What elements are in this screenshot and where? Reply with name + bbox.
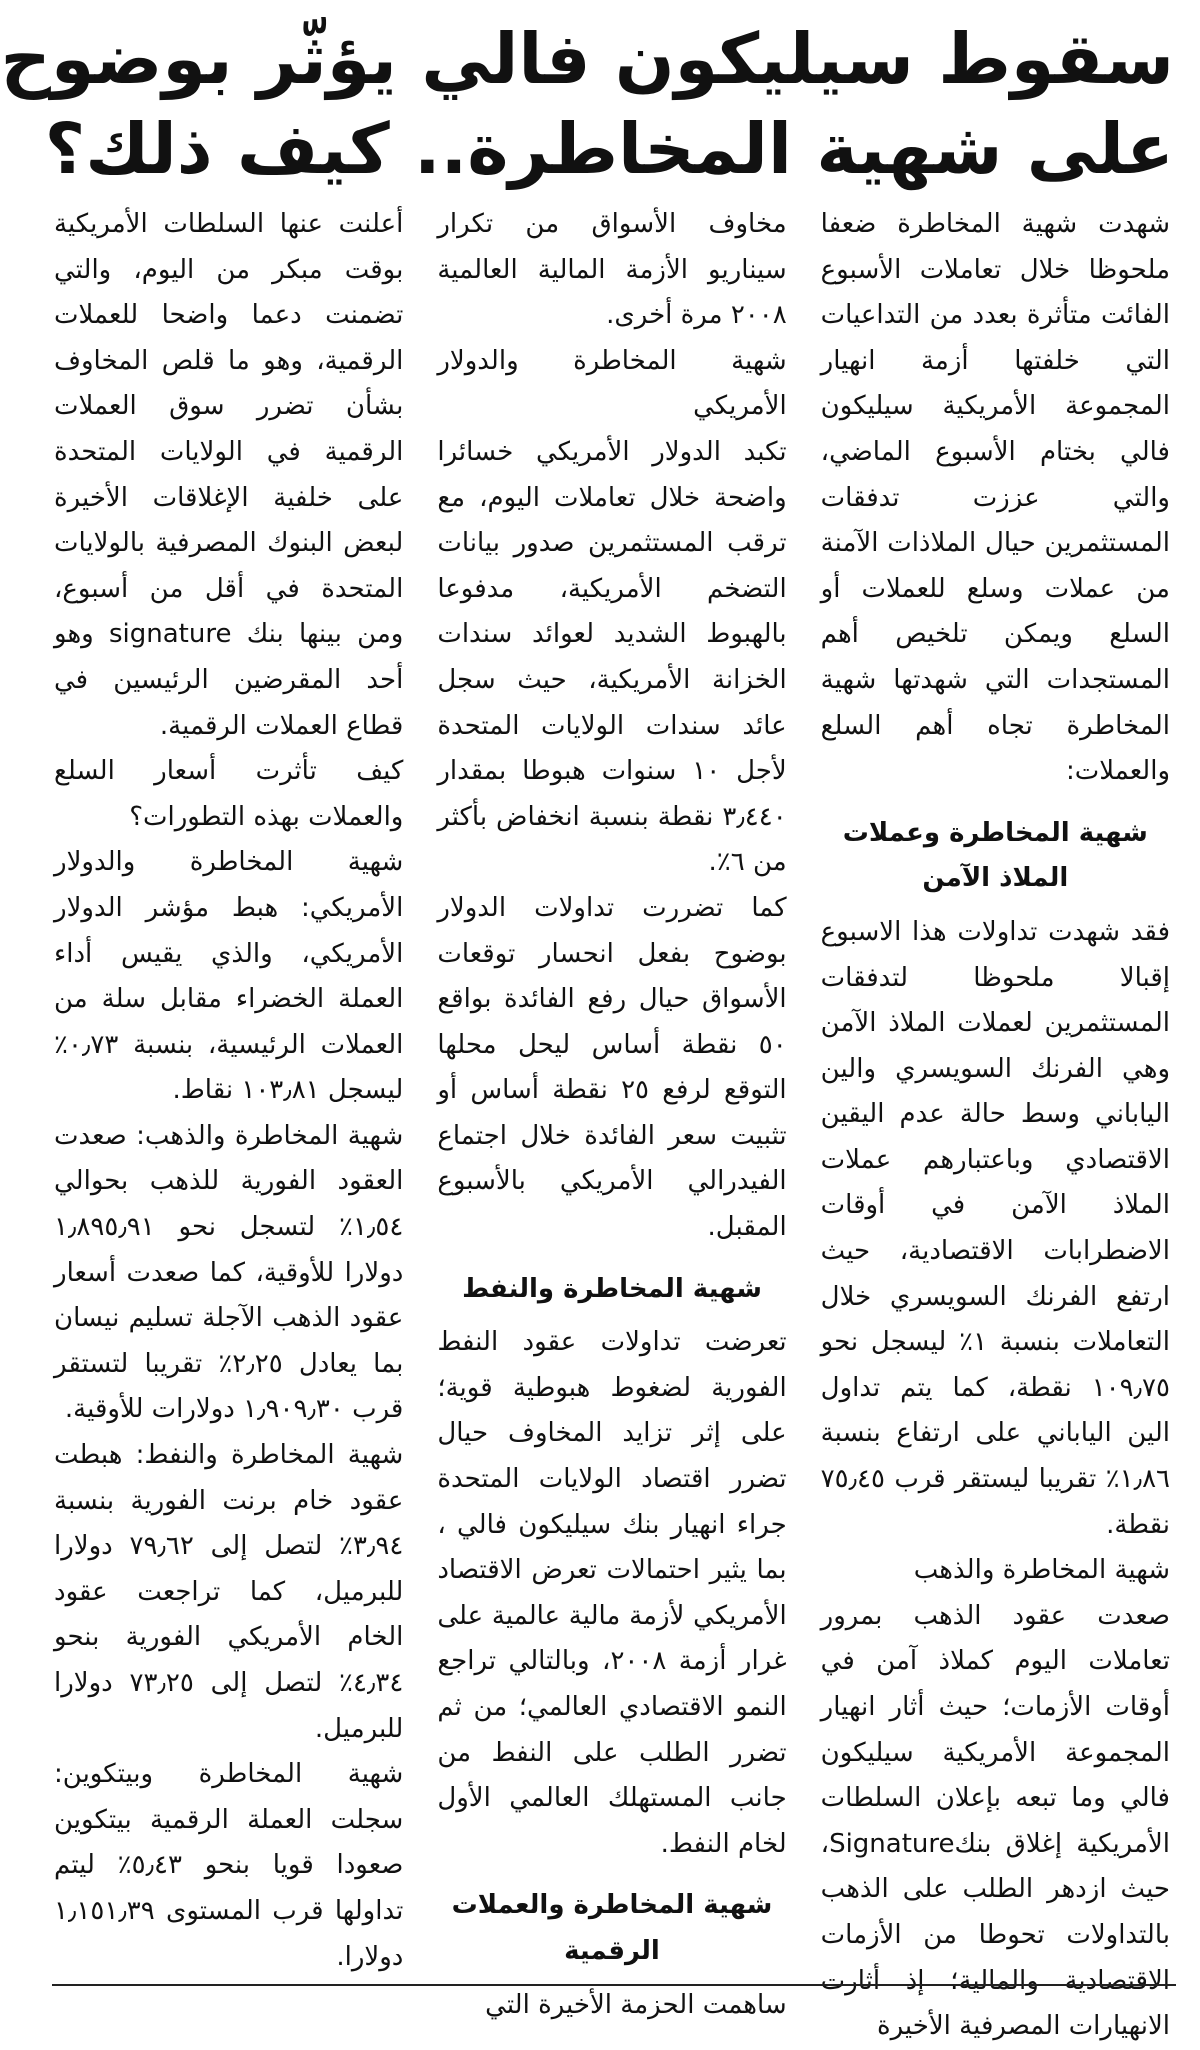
paragraph: أعلنت عنها السلطات الأمريكية بوقت مبكر من اليوم، والتي تضمنت دعما واضحا للعملات الرقمية، وهو ما قلص المخاوف بشأن تضرر سوق العملات الرقمية في الولايات المتحدة على خلفية الإغلاقات الأخيرة لبعض البنوك المصرفية بالولايات المتحدة في أقل من أسبوع، ومن بينها بنك signature وهو أحد المقرضين الرئيسين في قطاع العملات الرقمية. [54, 209, 404, 741]
headline-line-2: على شهية المخاطرة.. كيف ذلك؟ [44, 108, 1174, 190]
headline-line-1: سقوط سيليكون فالي يؤثّر بوضوح [0, 18, 1174, 100]
paragraph: تعرضت تداولات عقود النفط الفورية لضغوط هبوطية قوية؛ على إثر تزايد المخاوف حيال تضرر اقتصاد الولايات المتحدة جراء انهيار بنك سيليكون فالي ، بما يثير احتمالات تعرض الاقتصاد الأمريكي لأزمة مالية عالمية على غرار أزمة ٢٠٠٨، وبالتالي تراجع النمو الاقتصادي العالمي؛ من ثم تضرر الطلب على النفط من جانب المستهلك العالمي الأول لخام النفط. [437, 1327, 787, 1859]
bottom-divider [52, 1984, 1176, 1986]
paragraph: شهدت شهية المخاطرة ضعفا ملحوظا خلال تعاملات الأسبوع الفائت متأثرة بعدد من التداعيات التي خلفتها أزمة انهيار المجموعة الأمريكية سيليكون فالي بختام الأسبوع الماضي، والتي عززت تدفقات المستثمرين حيال الملاذات الآمنة من عملات وسلع للعملات أو السلع ويمكن تلخيص أهم المستجدات التي شهدتها شهية المخاطرة تجاه أهم السلع والعملات: [820, 209, 1170, 787]
column-3 [54, 202, 403, 1972]
subheading: شهية المخاطرة وعملات الملاذ الآمن [842, 817, 1148, 894]
paragraph: ساهمت الحزمة الأخيرة التي [485, 1989, 787, 2020]
subheading: شهية المخاطرة والعملات الرقمية [451, 1890, 773, 1966]
paragraph: شهية المخاطرة والدولار الأمريكي: هبط مؤشر الدولار الأمريكي، والذي يقيس أداء العملة الخضراء مقابل سلة من العملات الرئيسية، بنسبة ٠٫٧٣٪ ليسجل ١٠٣٫٨١ نقاط. [54, 847, 404, 1106]
paragraph: شهية المخاطرة والدولار الأمريكي [437, 345, 787, 422]
subheading: شهية المخاطرة والنفط [462, 1273, 762, 1304]
paragraph: صعدت عقود الذهب بمرور تعاملات اليوم كملاذ آمن في أوقات الأزمات؛ حيث أثار انهيار المجموعة الأمريكية سيليكون فالي وما تبعه بإعلان السلطات الأمريكية إغلاق بنكSignature، حيث ازدهر الطلب على الذهب بالتداولات تحوطا من الأزمات الاقتصادية والمالية؛ إذ أثارت الانهيارات المصرفية الأخيرة [820, 1600, 1170, 2042]
paragraph: شهية المخاطرة والنفط: هبطت عقود خام برنت الفورية بنسبة ٣٫٩٤٪ لتصل إلى ٧٩٫٦٢ دولارا للبرميل، كما تراجعت عقود الخام الأمريكي الفورية بنحو ٤٫٣٤٪ لتصل إلى ٧٣٫٢٥ دولارا للبرميل. [54, 1440, 404, 1744]
paragraph: كيف تأثرت أسعار السلع والعملات بهذه التطورات؟ [54, 756, 404, 832]
column-2 [437, 202, 787, 2020]
paragraph: مخاوف الأسواق من تكرار سيناريو الأزمة المالية العالمية ٢٠٠٨ مرة أخرى. [437, 209, 787, 331]
paragraph: كما تضررت تداولات الدولار بوضوح بفعل انحسار توقعات الأسواق حيال رفع الفائدة بواقع ٥٠ نقطة أساس ليحل محلها التوقع لرفع ٢٥ نقطة أساس أو تثبيت سعر الفائدة خلال اجتماع الفيدرالي الأمريكي بالأسبوع المقبل. [437, 892, 787, 1243]
paragraph: تكبد الدولار الأمريكي خسائرا واضحة خلال تعاملات اليوم، مع ترقب المستثمرين صدور بيانات التضخم الأمريكية، مدفوعا بالهبوط الشديد لعوائد سندات الخزانة الأمريكية، حيث سجل عائد سندات الولايات المتحدة لأجل ١٠ سنوات هبوطا بمقدار ٣٫٤٤٠ نقطة بنسبة انخفاض بأكثر من ٦٪. [437, 436, 787, 878]
column-1 [820, 202, 1170, 2042]
paragraph: شهية المخاطرة والذهب [913, 1555, 1170, 1586]
paragraph: فقد شهدت تداولات هذا الاسبوع إقبالا ملحوظا لتدفقات المستثمرين لعملات الملاذ الآمن وهي الفرنك السويسري والين الياباني وسط حالة عدم اليقين الاقتصادي وباعتبارهم عملات الملاذ الآمن في أوقات الاضطرابات الاقتصادية، حيث ارتفع الفرنك السويسري خلال التعاملات بنسبة ١٪ ليسجل نحو ١٠٩٫٧٥ نقطة، كما يتم تداول الين الياباني على ارتفاع بنسبة ١٫٨٦٪ تقريبا ليستقر قرب ٧٥٫٤٥ نقطة. [820, 916, 1170, 1540]
article-columns [54, 202, 1170, 2042]
headline [0, 14, 1174, 194]
paragraph: شهية المخاطرة والذهب: صعدت العقود الفورية للذهب بحوالي ١٫٥٤٪ لتسجل نحو ١٫٨٩٥٫٩١ دولارا للأوقية، كما صعدت أسعار عقود الذهب الآجلة تسليم نيسان بما يعادل ٢٫٢٥٪ تقريبا لتستقر قرب ١٫٩٠٩٫٣٠ دولارات للأوقية. [54, 1120, 404, 1425]
paragraph: شهية المخاطرة وبيتكوين: سجلت العملة الرقمية بيتكوين صعودا قويا بنحو ٥٫٤٣٪ ليتم تداولها قرب المستوى ١٫١٥١٫٣٩ دولارا. [54, 1759, 404, 1972]
